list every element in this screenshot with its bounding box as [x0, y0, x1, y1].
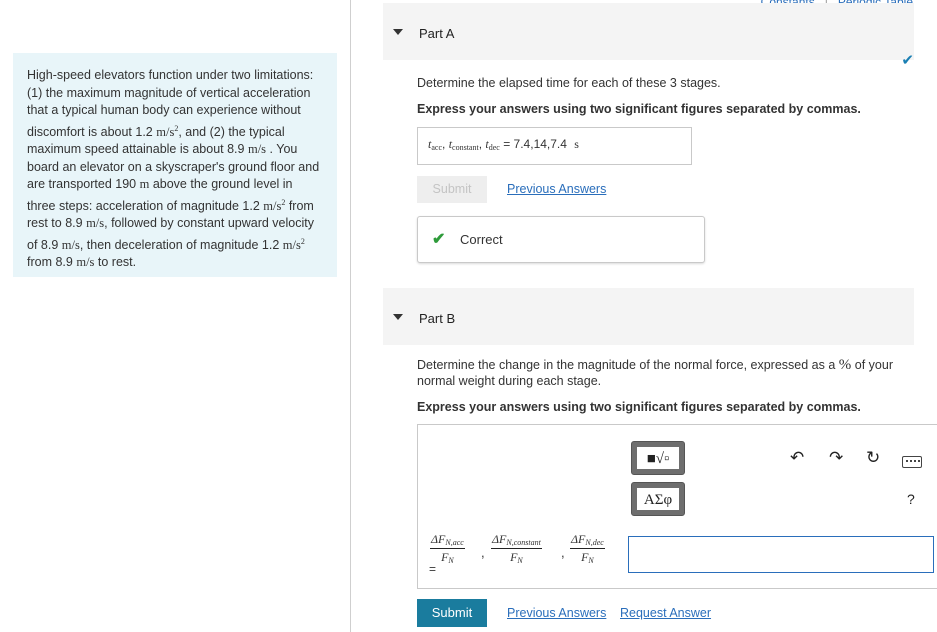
undo-icon[interactable]: ↶ [790, 448, 805, 467]
frac-sub: N,constant [506, 538, 541, 547]
fraction-dec [570, 532, 605, 565]
problem-text-4: above the ground level in three steps: acceleration of magnitude 1.2 [27, 177, 293, 213]
math-template-icon: ■√▫ [637, 447, 679, 469]
part-a-check-icon: ✔ [901, 52, 914, 69]
part-a-title: Part A [419, 26, 455, 41]
percent-symbol: % [838, 357, 852, 373]
greek-symbols-icon: ΑΣφ [637, 488, 679, 510]
problem-text-3: . You board an elevator on a skyscraper's ground floor and are transported 190 [27, 142, 320, 191]
problem-text-6: , followed by constant upward velocity of 8.9 [27, 216, 314, 252]
part-a-instruction: Express your answers using two significant figures separated by commas. [417, 102, 861, 116]
keyboard-icon[interactable] [902, 456, 922, 468]
unit: m/s [76, 255, 95, 269]
superscript: 2 [300, 236, 305, 246]
reset-icon[interactable]: ↻ [866, 448, 881, 467]
var-t: t [485, 137, 489, 151]
part-b-answer-input[interactable] [628, 536, 934, 573]
problem-text-2: , and (2) the typical maximum speed attainable is about 8.9 [27, 124, 285, 156]
sub-dec: dec [488, 143, 500, 152]
var-t: t [448, 137, 453, 151]
var-t: t [428, 137, 432, 151]
fraction-constant [491, 532, 542, 565]
comma: , [561, 545, 565, 560]
correct-label: Correct [460, 232, 503, 247]
superscript: 2 [174, 123, 179, 133]
part-a-previous-answers-link[interactable]: Previous Answers [507, 182, 607, 196]
collapse-triangle-icon[interactable] [393, 314, 403, 320]
part-b-header[interactable] [383, 288, 914, 345]
greek-symbols-button[interactable] [631, 482, 685, 516]
part-b-submit-button[interactable]: Submit [417, 599, 487, 627]
part-a-answer-display [417, 127, 692, 165]
part-b-prompt [417, 357, 922, 389]
part-a-answer-value: 7.4,14,7.4 [513, 137, 567, 151]
frac-den: F [581, 550, 589, 564]
part-b-prompt-2: of your normal weight during each stage. [417, 358, 893, 388]
help-button[interactable]: ? [907, 491, 915, 507]
part-b-title: Part B [419, 311, 456, 326]
equals-sign: = [503, 137, 511, 151]
frac-den: F [441, 550, 449, 564]
problem-text-7: , then deceleration of magnitude 1.2 [79, 237, 280, 252]
unit: m/s [61, 237, 80, 252]
frac-den-sub: N [448, 556, 454, 565]
frac-sub: N,dec [585, 538, 604, 547]
frac-num: ΔF [431, 532, 446, 546]
frac-num: ΔF [571, 532, 586, 546]
correct-check-icon: ✔ [432, 231, 446, 248]
unit: m/s [86, 216, 105, 230]
part-a-header[interactable] [383, 3, 914, 69]
frac-den-sub: N [588, 556, 594, 565]
unit: m/s [156, 124, 175, 139]
problem-statement [13, 53, 337, 277]
part-a-submit-button[interactable]: Submit [417, 176, 487, 203]
part-a-prompt: Determine the elapsed time for each of these 3 stages. [417, 76, 721, 90]
problem-text-8: from 8.9 [27, 255, 73, 269]
correct-feedback [417, 216, 705, 263]
math-template-button[interactable] [631, 441, 685, 475]
problem-text-1: High-speed elevators function under two limitations: (1) the maximum magnitude of vertical acceleration that a typical human body can experience without discomfort is about 1.2 [27, 68, 314, 139]
problem-text-5: from rest to 8.9 [27, 198, 314, 230]
part-a-unit: s [574, 137, 579, 151]
fraction-acc [430, 532, 465, 565]
unit: m/s [282, 237, 301, 252]
comma: , [481, 545, 485, 560]
sub-acc: acc [431, 143, 442, 152]
unit: m [139, 177, 150, 191]
unit: m/s [247, 142, 267, 156]
redo-icon[interactable]: ↷ [829, 448, 844, 467]
collapse-triangle-icon[interactable] [393, 29, 403, 35]
frac-den-sub: N [517, 556, 523, 565]
part-b-instruction: Express your answers using two significant figures separated by commas. [417, 400, 861, 414]
equals-sign: = [429, 562, 437, 576]
request-answer-link[interactable]: Request Answer [620, 606, 712, 620]
superscript: 2 [281, 197, 286, 207]
comma: , [478, 137, 483, 151]
frac-den: F [510, 550, 518, 564]
sub-constant: constant [452, 143, 479, 152]
comma: , [442, 137, 446, 151]
frac-num: ΔF [492, 532, 507, 546]
frac-sub: N,acc [445, 538, 464, 547]
column-divider [350, 0, 351, 632]
problem-text-9: to rest. [97, 255, 137, 269]
part-b-previous-answers-link[interactable]: Previous Answers [507, 606, 607, 620]
part-b-prompt-1: Determine the change in the magnitude of the normal force, expressed as a [417, 358, 836, 372]
unit: m/s [263, 198, 282, 213]
